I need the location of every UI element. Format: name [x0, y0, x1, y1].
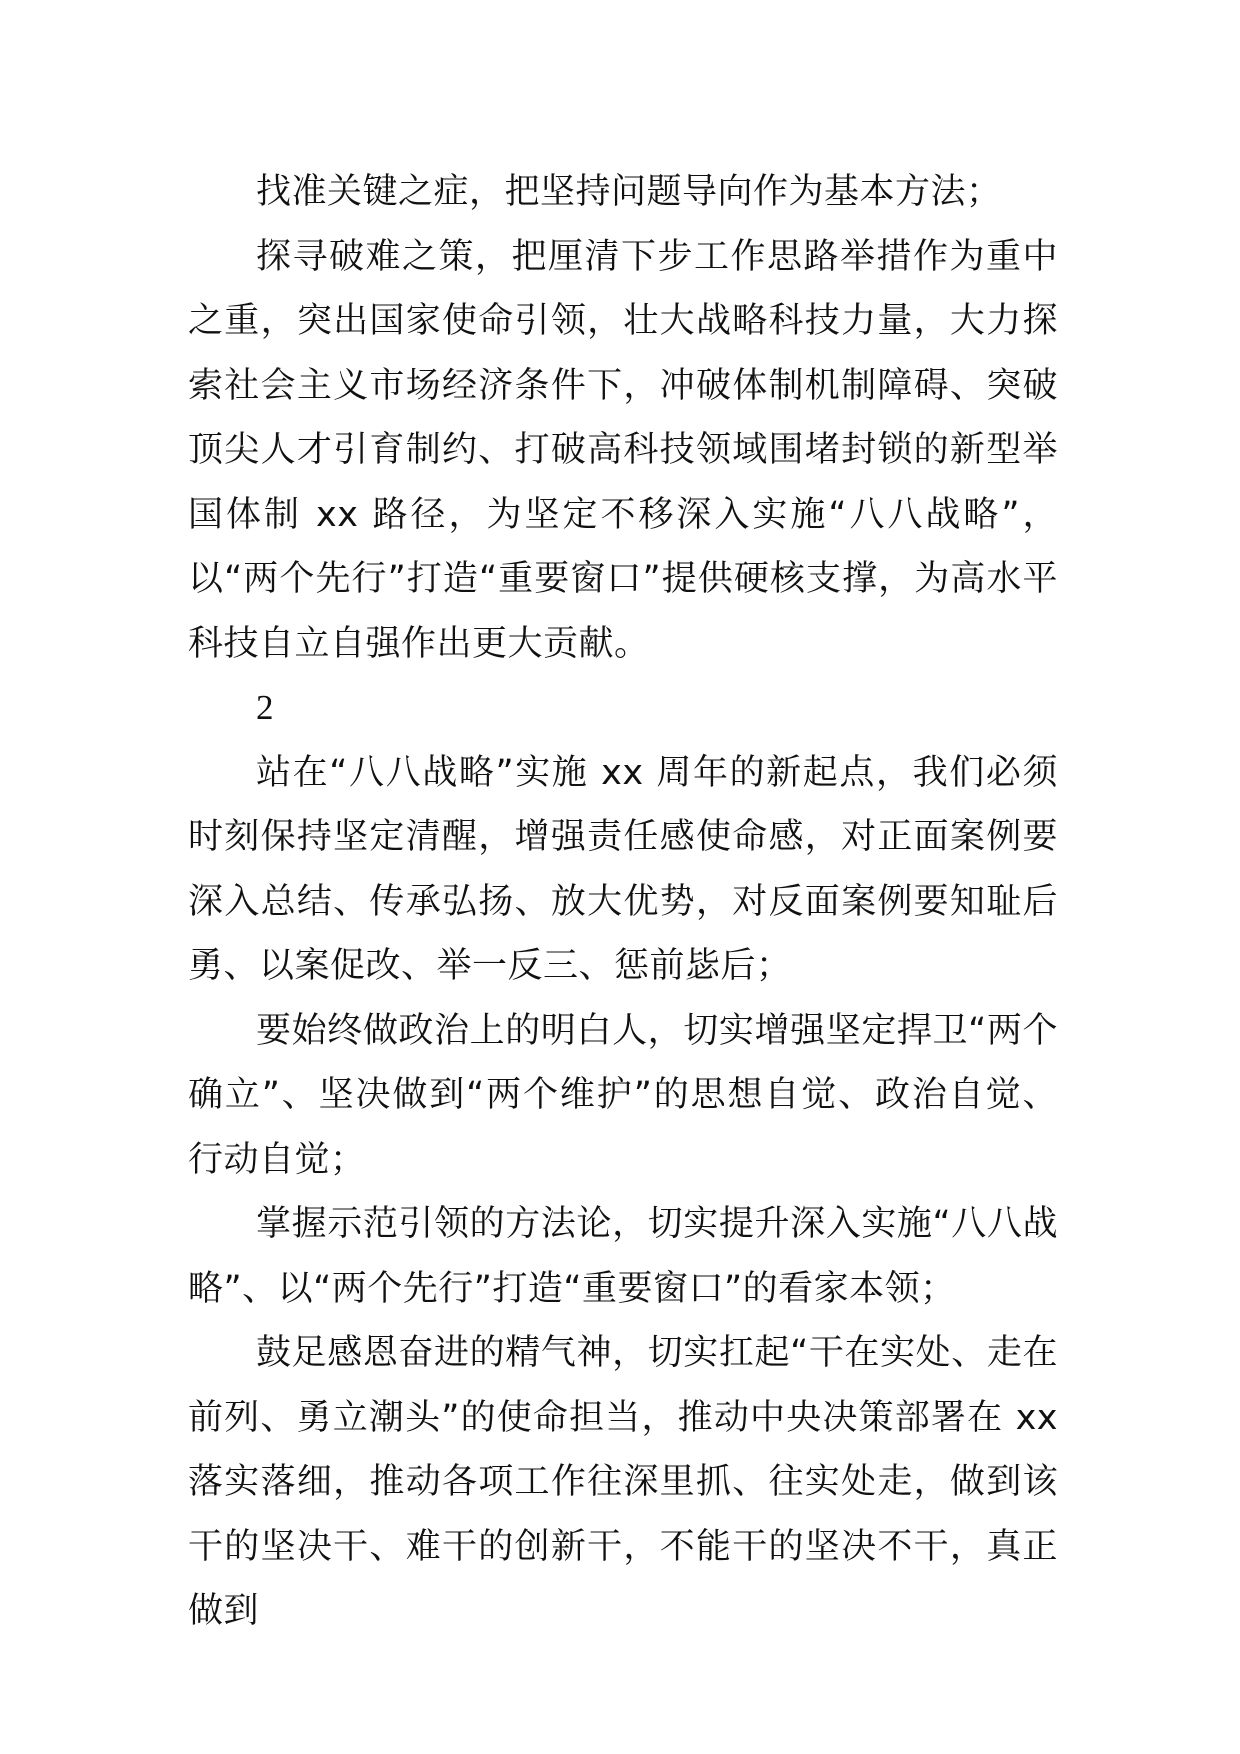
paragraph-spirit-and-responsibility: 鼓足感恩奋进的精气神，切实扛起“干在实处、走在前列、勇立潮头”的使命担当，推动中央决策部署在 xx 落实落细，推动各项工作往深里抓、往实处走，做到该干的坚决干、难干的创新干，不能干的坚决不干，真正做到	[188, 1333, 1058, 1631]
paragraph-solution-strategy: 探寻破难之策，把厘清下步工作思路举措作为重中之重，突出国家使命引领，壮大战略科技力量，大力探索社会主义市场经济条件下，冲破体制机制障碍、突破顶尖人才引育制约、打破高科技领域围堵封锁的新型举国体制 xx 路径，为坚定不移深入实施“八八战略”，以“两个先行”打造“重要窗口”提供硬核支撑，为高水平科技自立自强作出更大贡献。	[188, 236, 1058, 664]
paragraph-new-starting-point: 站在“八八战略”实施 xx 周年的新起点，我们必须时刻保持坚定清醒，增强责任感使命感，对正面案例要深入总结、传承弘扬、放大优势，对反面案例要知耻后勇、以案促改、举一反三、惩前毖后；	[188, 752, 1058, 986]
document-body	[188, 160, 1058, 1644]
section-number: 2	[256, 688, 274, 727]
paragraph-political-awareness: 要始终做政治上的明白人，切实增强坚定捍卫“两个确立”、坚决做到“两个维护”的思想自觉、政治自觉、行动自觉；	[188, 1010, 1058, 1180]
paragraph-methodology: 掌握示范引领的方法论，切实提升深入实施“八八战略”、以“两个先行”打造“重要窗口”的看家本领；	[188, 1204, 1058, 1309]
paragraph-key-symptom: 找准关键之症，把坚持问题导向作为基本方法；	[256, 172, 1002, 212]
